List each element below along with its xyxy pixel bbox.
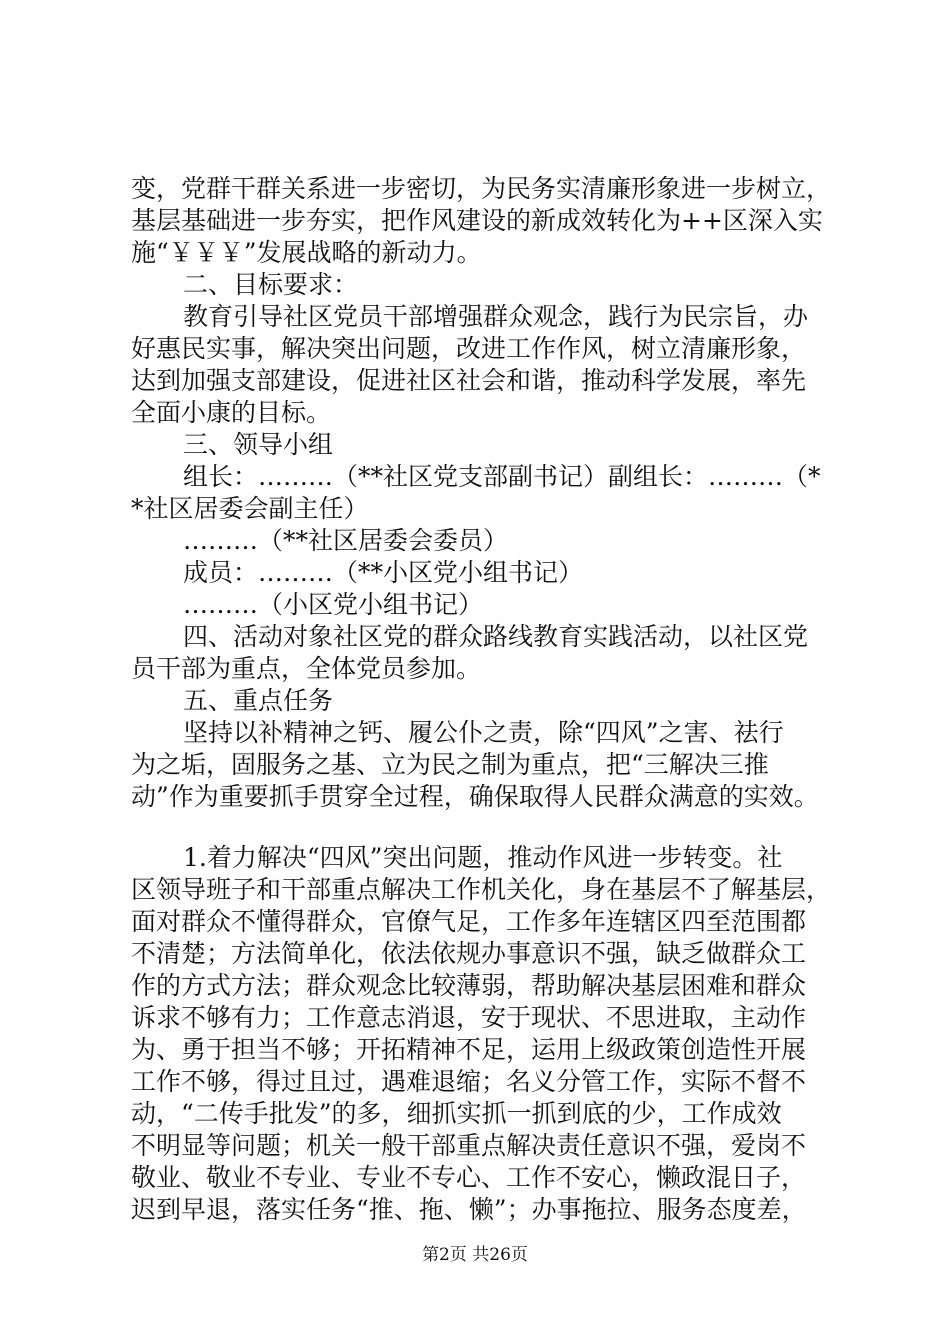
text-line: 1.着力解决“四风”突出问题，推动作风进一步转变。社 <box>183 843 783 872</box>
text-line: ………（**社区居委会委员） <box>183 526 509 555</box>
text-line: 组长：………（**社区党支部副书记）副组长：………（* <box>183 462 821 491</box>
text-line: 教育引导社区党员干部增强群众观念，践行为民宗旨，办 <box>183 302 809 331</box>
text-line: 作的方式方法；群众观念比较薄弱，帮助解决基层困难和群众 <box>131 971 807 1000</box>
text-line: 迟到早退，落实任务“推、拖、懒”；办事拖拉、服务态度差， <box>131 1195 807 1224</box>
text-line: 工作不够，得过且过，遇难退缩；名义分管工作，实际不督不 <box>131 1067 807 1096</box>
text-line: 员干部为重点，全体党员参加。 <box>131 654 482 683</box>
text-line: *社区居委会副主任） <box>131 494 369 523</box>
text-line: 诉求不够有力；工作意志消退，安于现状、不思进取，主动作 <box>131 1003 807 1032</box>
text-line: 基层基础进一步夯实，把作风建设的新成效转化为++区深入实 <box>131 206 823 235</box>
section-heading: 五、重点任务 <box>183 686 334 715</box>
text-line: 成员：………（**小区党小组书记） <box>183 558 584 587</box>
text-line: 好惠民实事，解决突出问题，改进工作作风，树立清廉形象， <box>131 334 807 363</box>
text-line: 为之垢，固服务之基、立为民之制为重点，把“三解决三推 <box>131 750 769 779</box>
text-line: 不清楚；方法简单化，依法依规办事意识不强，缺乏做群众工 <box>131 939 807 968</box>
text-line: 动”作为重要抓手贯穿全过程，确保取得人民群众满意的实效。 <box>131 782 819 811</box>
text-line: 不明显等问题；机关一般干部重点解决责任意识不强，爱岗不 <box>131 1131 807 1160</box>
text-line: 面对群众不懂得群众，官僚气足，工作多年连辖区四至范围都 <box>131 907 807 936</box>
text-line: 施“￥￥￥”发展战略的新动力。 <box>131 238 482 267</box>
text-line: 区领导班子和干部重点解决工作机关化，身在基层不了解基层， <box>131 875 832 904</box>
text-line: ………（小区党小组书记） <box>183 590 484 619</box>
text-line: 全面小康的目标。 <box>131 398 332 427</box>
text-line: 为、勇于担当不够；开拓精神不足，运用上级政策创造性开展 <box>131 1035 807 1064</box>
text-line: 动，“二传手批发”的多，细抓实抓一抓到底的少，工作成效 <box>131 1099 782 1128</box>
text-line: 敬业、敬业不专业、专业不专心、工作不安心，懒政混日子， <box>131 1163 807 1192</box>
section-heading: 三、领导小组 <box>183 430 334 459</box>
text-line: 达到加强支部建设，促进社区社会和谐，推动科学发展，率先 <box>131 366 807 395</box>
section-heading: 二、目标要求： <box>183 270 359 299</box>
page-number-footer: 第2页 共26页 <box>422 1245 528 1265</box>
text-line: 变，党群干群关系进一步密切，为民务实清廉形象进一步树立， <box>131 174 832 203</box>
text-line: 坚持以补精神之钙、履公仆之责，除“四风”之害、祛行 <box>183 718 784 747</box>
section-heading: 四、活动对象社区党的群众路线教育实践活动，以社区党 <box>183 622 809 651</box>
